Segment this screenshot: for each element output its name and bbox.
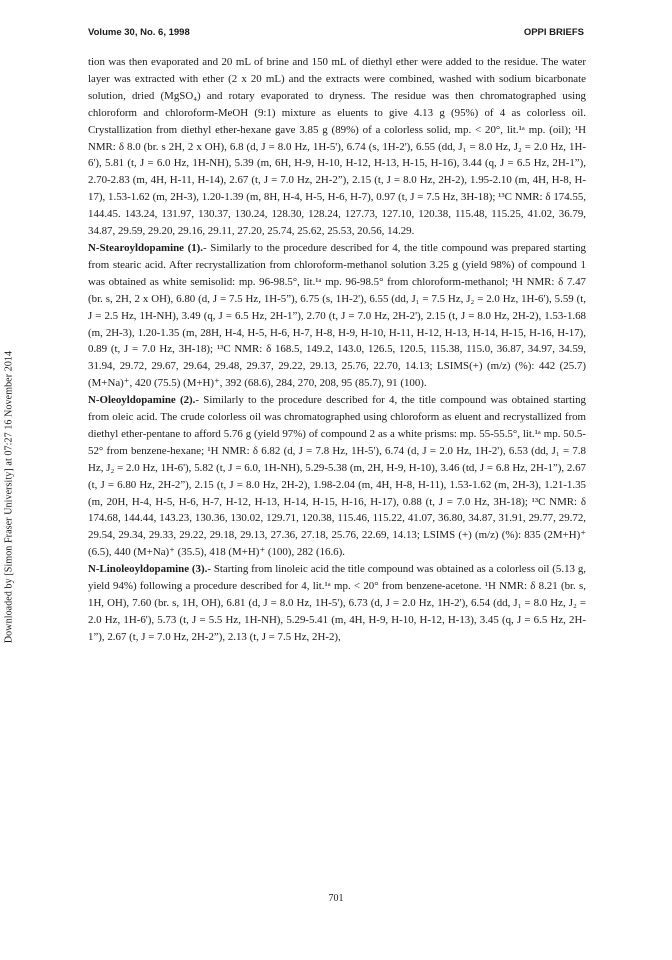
paragraph-text: - Similarly to the procedure described for 4, the title compound was obtained starting from oleic acid. The crude colorless oil was chromatographed using chloroform as eluent and recrystallized from diethyl ether-pentane to afford 5.76 g (yield 97%) of compound 2 as a white prisms: mp. 55-55.5°, lit.¹ᵃ mp. 50.5-52° from benzene-hexane; ¹H NMR: δ 6.82 (d, J = 7.8 Hz, 1H-5'), 6.74 (d, J = 2.0 Hz, 1H-2'), 6.53 (dd, J₁ = 7.8 Hz, J₂ = 2.0 Hz, 1H-6'), 5.82 (t, J = 6.0, 1H-NH), 5.29-5.38 (m, 2H, H-9, H-10), 3.46 (td, J = 6.8 Hz, 2H-1”), 2.67 (t, J = 6.80 Hz, 2H-2”), 2.15 (t, J = 8.0 Hz, 2H-2), 1.98-2.04 (m, 4H, H-8, H-11), 1.53-1.62 (m, 2H-3), 1.21-1.35 (m, 20H, H-4, H-5, H-6, H-7, H-12, H-13, H-14, H-15, H-16, H-17), 0.88 (t, J = 7.0 Hz, 3H-18); ¹³C NMR: δ 174.68, 144.44, 143.23, 130.36, 130.02, 129.71, 120.38, 115.46, 115.22, 41.07, 36.80, 34.87, 31.91, 29.77, 29.72, 29.54, 29.34, 29.33, 29.22, 29.18, 29.13, 27.36, 27.18, 25.76, 22.69, 14.13; LSIMS (+) (m/z) (%): 835 (2M+H)⁺ (6.5), 440 (M+Na)⁺ (35.5), 418 (M+H)⁺ (100), 282 (16.6). bbox=[88, 394, 586, 559]
compound-title: N-Stearoyldopamine (1). bbox=[88, 241, 204, 254]
paragraph-text: - Similarly to the procedure described for 4, the title compound was prepared starting from stearic acid. After recrystallization from chloroform-methanol solution 3.25 g (yield 98%) of compound 1 was obtained as white semisolid: mp. 96-98.5°, lit.¹ᵃ mp. 96-98.5° from chloroform-methanol; ¹H NMR: δ 7.47 (br. s, 2H, 2 x OH), 6.80 (d, J = 7.5 Hz, 1H-5”), 6.75 (s, 1H-2'), 6.55 (dd, J₁ = 7.5 Hz, J₂ = 2.0 Hz, 1H-6'), 5.59 (t, J = 2.5 Hz, 1H-NH), 3.49 (q, J = 6.5 Hz, 2H-1”), 2.70 (t, J = 7.0 Hz, 2H-2'), 2.15 (t, J = 8.0 Hz, 2H-2), 1.53-1.68 (m, 2H-3), 1.20-1.35 (m, 28H, H-4, H-5, H-6, H-7, H-8, H-9, H-10, H-11, H-12, H-13, H-14, H-15, H-16, H-17), 0.89 (t, J = 7.0 Hz, 3H-18); ¹³C NMR: δ 168.5, 149.2, 143.0, 126.5, 120.5, 115.38, 115.0, 36.87, 34.97, 34.59, 31.94, 29.72, 29.67, 29.64, 29.48, 29.37, 29.22, 29.13, 25.76, 22.70, 14.13; LSIMS(+) (m/z) (%): 442 (25.7) (M+Na)⁺, 420 (75.5) (M+H)⁺, 392 (68.6), 284, 270, 208, 95 (85.7), 91 (100). bbox=[88, 241, 586, 390]
compound-title: N-Linoleoyldopamine (3). bbox=[88, 563, 208, 576]
journal-volume: Volume 30, No. 6, 1998 bbox=[88, 27, 190, 38]
running-header bbox=[88, 27, 584, 38]
section-title: OPPI BRIEFS bbox=[523, 27, 584, 38]
compound-title: N-Oleoyldopamine (2). bbox=[88, 394, 196, 407]
download-note: Downloaded by [Simon Fraser University] at 07:27 16 November 2014 bbox=[3, 350, 15, 644]
paragraph-linoleoyldopamine bbox=[88, 561, 586, 646]
paragraph-oleoyldopamine bbox=[88, 392, 586, 561]
paragraph-stearoyldopamine bbox=[88, 240, 586, 392]
download-watermark bbox=[2, 262, 16, 732]
paragraph-text: - Starting from linoleic acid the title compound was obtained as a colorless oil (5.13 g, yield 94%) following a procedure described for 4, lit.¹ᵃ mp. < 20° from benzene-acetone. ¹H NMR: δ 8.21 (br. s, 1H, OH), 7.60 (br. s, 1H, OH), 6.81 (d, J = 8.0 Hz, 1H-5'), 6.73 (d, J = 2.0 Hz, 1H-2'), 6.54 (dd, J₁ = 8.0 Hz, J₂ = 2.0 Hz, 1H-6'), 5.73 (t, J = 5.5 Hz, 1H-NH), 5.29-5.41 (m, 4H, H-9, H-10, H-12, H-13), 3.45 (q, J = 6.5 Hz, 2H-1”), 2.67 (t, J = 7.0 Hz, 2H-2”), 2.13 (t, J = 7.5 Hz, 2H-2), bbox=[88, 563, 586, 643]
paragraph-procedure-continuation: tion was then evaporated and 20 mL of brine and 150 mL of diethyl ether were added to the residue. The water layer was extracted with ether (2 x 20 mL) and the extracts were combined, washed with sodium bicarbonate solution, dried (MgSO₄) and rotary evaporated to dryness. The residue was then chromatographed using chloroform and chloroform-MeOH (9:1) mixture as eluents to give 4.13 g (95%) of 4 as colorless oil. Crystallization from diethyl ether-hexane gave 3.85 g (89%) of a colorless solid, mp. < 20°, lit.¹ᵃ mp. (oil); ¹H NMR: δ 8.0 (br. s 2H, 2 x OH), 6.8 (d, J = 8.0 Hz, 1H-5'), 6.74 (s, 1H-2'), 6.55 (dd, J₁ = 8.0 Hz, J₂ = 2.0 Hz, 1H-6'), 5.81 (t, J = 6.0 Hz, 1H-NH), 5.39 (m, 6H, H-9, H-10, H-12, H-13, H-15, H-16), 3.44 (q, J = 6.5 Hz, 2H-1”), 2.70-2.83 (m, 4H, H-11, H-14), 2.67 (t, J = 7.0 Hz, 2H-2”), 2.15 (t, J = 8.0 Hz, 2H-2), 1.95-2.10 (m, 4H, H-8, H-17), 1.53-1.62 (m, 2H-3), 1.20-1.39 (m, 8H, H-4, H-5, H-6, H-7), 0.97 (t, J = 7.5 Hz, 3H-18); ¹³C NMR: δ 174.55, 144.45. 143.24, 131.97, 130.37, 130.24, 128.30, 128.24, 127.73, 127.10, 120.38, 115.48, 115.25, 41.02, 36.79, 34.87, 29.59, 29.20, 29.16, 29.11, 27.20, 25.74, 25.62, 25.53, 20.56, 14.29. bbox=[88, 56, 586, 238]
article-body bbox=[88, 54, 586, 646]
page-number: 701 bbox=[328, 893, 344, 904]
